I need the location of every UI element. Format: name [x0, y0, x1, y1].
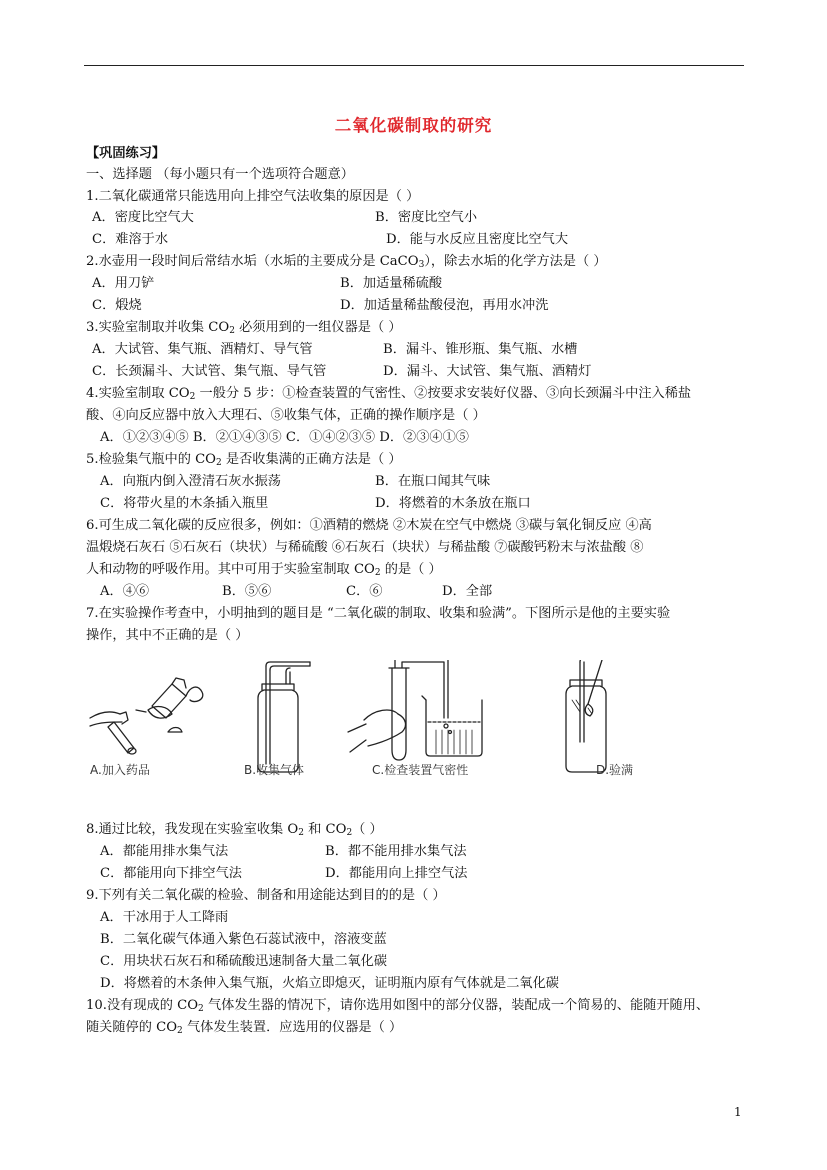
q4-options: A．①②③④⑤ B．②①④③⑤ C．①④②③⑤ D．②③④①⑤ [100, 430, 469, 445]
section-label: 【巩固练习】 [86, 146, 166, 161]
figure-d-test-full [566, 660, 606, 772]
q10-stem-line1: 10.没有现成的 $CO_2$ 气体发生器的情况下，请你选用如图中的部分仪器，装配成一个简易的、能随开随用、 [86, 998, 710, 1014]
q8-stem: 8.通过比较，我发现在实验室收集 $O_2$ 和 $CO_2$（ ） [86, 822, 383, 838]
q1-option-b: B．密度比空气小 [375, 210, 478, 225]
figure-a-adding-reagent [90, 678, 203, 754]
q6-stem-line3: 人和动物的呼吸作用。其中可用于实验室制取 $CO_2$ 的是（ ） [86, 562, 442, 578]
q10-stem-line2: 随关随停的 $CO_2$ 气体发生装置．应选用的仪器是（ ） [86, 1020, 403, 1036]
q9-option-c: C．用块状石灰石和稀硫酸迅速制备大量二氧化碳 [100, 954, 388, 969]
q2-stem: 2.水壶用一段时间后常结水垢（水垢的主要成分是 CaCO$_3$），除去水垢的化学方法是（ ） [86, 254, 607, 270]
q8-option-c: C．都能用向下排空气法 [100, 866, 242, 881]
q8-option-a: A．都能用排水集气法 [100, 844, 229, 859]
page-number: 1 [734, 1105, 742, 1119]
q6-option-b: B．⑤⑥ [222, 584, 272, 599]
figure-b-collecting-gas [258, 662, 310, 772]
q7-stem-line1: 7.在实验操作考查中，小明抽到的题目是 “二氧化碳的制取、收集和验满”。下图所示是他的主要实验 [86, 606, 671, 621]
q9-stem: 9.下列有关二氧化碳的检验、制备和用途能达到目的的是（ ） [86, 888, 446, 903]
q4-stem-line2: 酸、④向反应器中放入大理石、⑤收集气体，正确的操作顺序是（ ） [86, 408, 486, 423]
q2-option-d: D．加适量稀盐酸侵泡，再用水冲洗 [340, 298, 549, 313]
q6-option-d: D．全部 [442, 584, 493, 599]
q1-stem: 1.二氧化碳通常只能选用向上排空气法收集的原因是（ ） [86, 189, 420, 204]
q2-option-a: A．用刀铲 [92, 276, 155, 291]
q5-option-b: B．在瓶口闻其气味 [375, 474, 491, 489]
q7-figure [86, 660, 646, 784]
q7-stem-line2: 操作，其中不正确的是（ ） [86, 628, 249, 643]
q1-option-a: A．密度比空气大 [92, 210, 194, 225]
q2-option-c: C．煅烧 [92, 298, 142, 313]
q6-option-c: C．⑥ [346, 584, 383, 599]
figure-label-b: B.收集气体 [244, 763, 305, 777]
q5-stem: 5.检验集气瓶中的 $CO_2$ 是否收集满的正确方法是（ ） [86, 452, 402, 468]
figure-label-a: A.加入药品 [90, 763, 150, 777]
q5-option-a: A．向瓶内倒入澄清石灰水振荡 [100, 474, 281, 489]
q3-option-b: B．漏斗、锥形瓶、集气瓶、水槽 [383, 342, 578, 357]
q3-stem: 3.实验室制取并收集 $CO_2$ 必须用到的一组仪器是（ ） [86, 320, 402, 336]
q6-stem-line1: 6.可生成二氧化碳的反应很多，例如：①酒精的燃烧 ②木炭在空气中燃烧 ③碳与氧化铜反应 ④高 [86, 518, 652, 533]
q9-option-d: D．将燃着的木条伸入集气瓶，火焰立即熄灭，证明瓶内原有气体就是二氧化碳 [100, 976, 559, 991]
q4-stem-line1: 4.实验室制取 $CO_2$ 一般分 5 步：①检查装置的气密性、②按要求安装好仪器、③向长颈漏斗中注入稀盐 [86, 386, 692, 402]
q8-option-b: B．都不能用排水集气法 [325, 844, 467, 859]
q1-option-c: C．难溶于水 [92, 232, 169, 247]
q6-option-a: A．④⑥ [100, 584, 150, 599]
q2-option-b: B．加适量稀硫酸 [340, 276, 443, 291]
q9-option-a: A．干冰用于人工降雨 [100, 910, 229, 925]
q6-stem-line2: 温煅烧石灰石 ⑤石灰石（块状）与稀硫酸 ⑥石灰石（块状）与稀盐酸 ⑦碳酸钙粉末与浓盐酸 ⑧ [86, 540, 644, 555]
q5-option-c: C．将带火星的木条插入瓶里 [100, 496, 269, 511]
q3-option-a: A．大试管、集气瓶、酒精灯、导气管 [92, 342, 313, 357]
figure-label-c: C.检查装置气密性 [372, 763, 469, 777]
q8-option-d: D．都能用向上排空气法 [325, 866, 468, 881]
q3-option-d: D．漏斗、大试管、集气瓶、酒精灯 [383, 364, 592, 379]
header-rule [84, 65, 744, 66]
q9-option-b: B．二氧化碳气体通入紫色石蕊试液中，溶液变蓝 [100, 932, 387, 947]
q3-option-c: C．长颈漏斗、大试管、集气瓶、导气管 [92, 364, 327, 379]
page-title: 二氧化碳制取的研究 [334, 116, 493, 135]
q1-option-d: D．能与水反应且密度比空气大 [386, 232, 569, 247]
figure-label-d: D.验满 [596, 763, 634, 777]
part-heading: 一、选择题 （每小题只有一个选项符合题意） [86, 167, 354, 182]
q5-option-d: D．将燃着的木条放在瓶口 [375, 496, 531, 511]
figure-c-checking-airtightness [348, 660, 482, 760]
